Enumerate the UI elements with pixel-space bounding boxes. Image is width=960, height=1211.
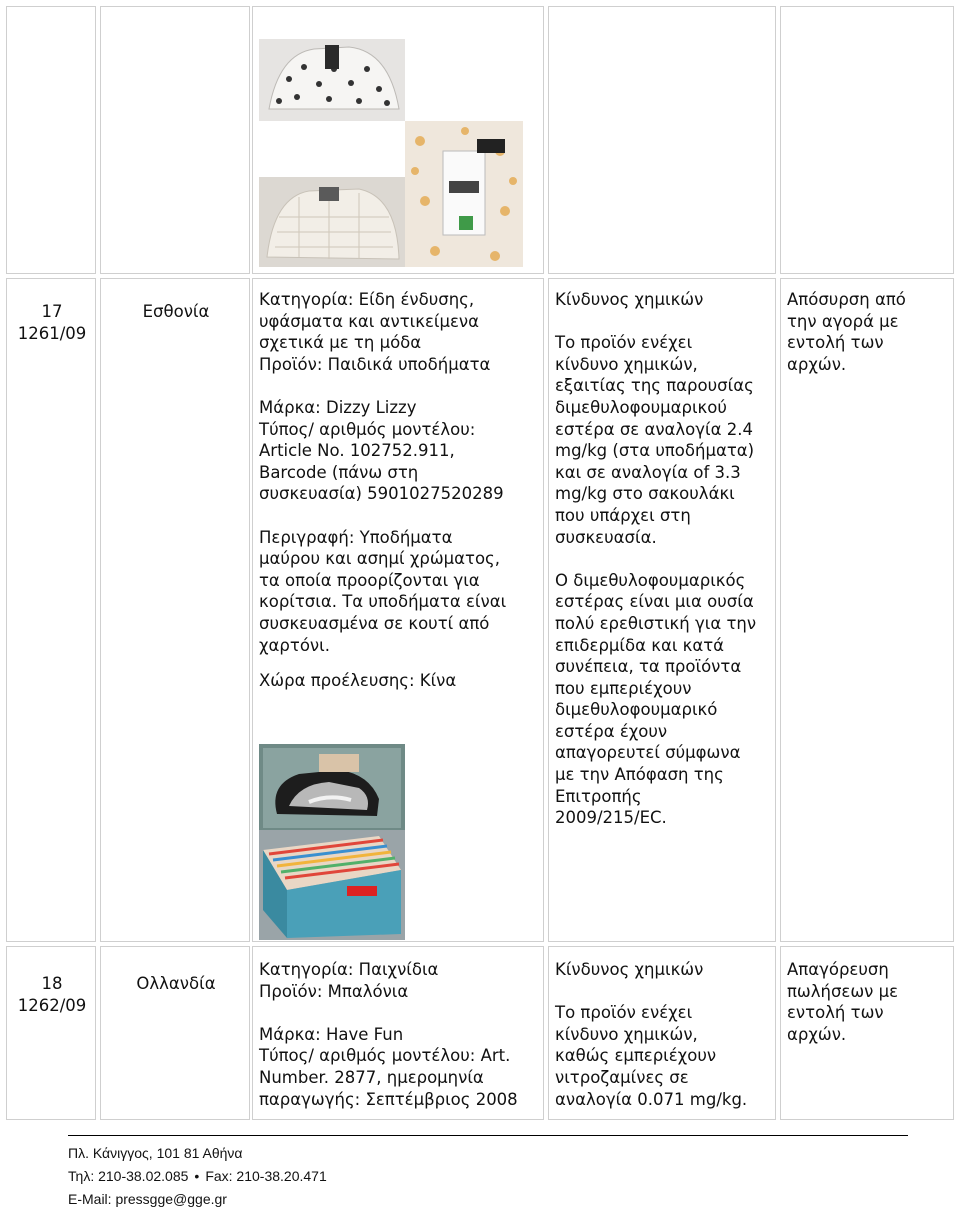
product-line: Περιγραφή: Υποδήματα <box>259 527 453 547</box>
row-18-measure <box>787 959 898 1045</box>
product-line: Τύπος/ αριθμός μοντέλου: Art. <box>259 1046 511 1066</box>
product-line: Τύπος/ αριθμός μοντέλου: <box>259 419 476 439</box>
shoes-in-box-photo <box>259 744 405 830</box>
risk-line: Ο διμεθυλοφουμαρικός <box>555 570 746 590</box>
measure-line: αρχών. <box>787 354 847 374</box>
row-18-risk-cell <box>548 946 776 1120</box>
product-line: Μάρκα: Dizzy Lizzy <box>259 397 417 417</box>
prev-row-country-cell <box>100 6 250 274</box>
product-line: συσκευασμένα σε κουτί από <box>259 613 490 633</box>
product-line: Μάρκα: Have Fun <box>259 1024 404 1044</box>
risk-line: 2009/215/EC. <box>555 808 667 828</box>
measure-line: πωλήσεων με <box>787 981 899 1001</box>
spacer <box>555 311 756 333</box>
product-line: μαύρου και ασημί χρώματος, <box>259 549 500 569</box>
risk-line: διμεθυλοφουμαρικό <box>555 700 718 720</box>
row-18-product-description <box>259 959 518 1110</box>
risk-line: κίνδυνο χημικών, <box>555 1024 698 1044</box>
measure-line: Απόσυρση από <box>787 290 906 309</box>
risk-line: εστέρα έχουν <box>555 721 668 741</box>
risk-line: απαγορευτεί σύμφωνα <box>555 743 741 763</box>
risk-line: συσκευασία. <box>555 527 657 547</box>
risk-line: με την Απόφαση της <box>555 765 724 785</box>
product-line: Χώρα προέλευσης: Κίνα <box>259 671 457 691</box>
risk-line: νιτροζαμίνες σε <box>555 1067 689 1087</box>
row-17-product-description <box>259 289 506 692</box>
row-18-risk-description <box>555 959 747 1110</box>
row-18-measure-cell <box>780 946 954 1120</box>
risk-line: εστέρα σε αναλογία 2.4 <box>555 419 753 439</box>
product-line: Number. 2877, ημερομηνία <box>259 1067 484 1087</box>
footer-contact <box>68 1142 910 1211</box>
row-17-country-cell <box>100 278 250 942</box>
row-18-country-cell <box>100 946 250 1120</box>
row-18-country: Ολλανδία <box>136 974 216 993</box>
prev-row-measure-cell <box>780 6 954 274</box>
product-line: συσκευασία) 5901027520289 <box>259 484 504 504</box>
measure-line: εντολή των <box>787 333 884 353</box>
risk-line: mg/kg (στα υποδήματα) <box>555 441 755 461</box>
spacer <box>259 505 506 527</box>
risk-line: επιδερμίδα και κατά <box>555 635 725 655</box>
row-18-id <box>7 973 97 1016</box>
row-17-measure-cell <box>780 278 954 942</box>
prev-row-product-cell <box>252 6 544 274</box>
product-line: Barcode (πάνω στη <box>259 462 419 482</box>
prev-row-id-cell <box>6 6 96 274</box>
row-18-id-cell <box>6 946 96 1120</box>
product-line: κορίτσια. Τα υποδήματα είναι <box>259 592 507 612</box>
spacer <box>555 981 747 1003</box>
risk-line: εστέρας είναι μια ουσία <box>555 592 754 612</box>
bullet-separator: • <box>194 1168 200 1184</box>
measure-line: Απαγόρευση <box>787 960 889 979</box>
product-line: υφάσματα και αντικείμενα <box>259 311 479 331</box>
row-17-risk-cell <box>548 278 776 942</box>
spacer <box>259 1002 518 1024</box>
product-line: Κατηγορία: Είδη ένδυσης, <box>259 290 475 309</box>
risk-line: Κίνδυνος χημικών <box>555 960 704 979</box>
measure-line: αρχών. <box>787 1024 847 1044</box>
product-line: σχετικά με τη μόδα <box>259 333 422 353</box>
footer-phone: Τηλ: 210-38.02.085 <box>68 1168 189 1184</box>
risk-line: Το προϊόν ενέχει <box>555 333 693 353</box>
risk-line: κίνδυνο χημικών, <box>555 354 698 374</box>
risk-line: καθώς εμπεριέχουν <box>555 1046 717 1066</box>
product-line: Article No. 102752.911, <box>259 441 455 461</box>
row-17-product-cell <box>252 278 544 942</box>
risk-line: Επιτροπής <box>555 786 642 806</box>
risk-line: και σε αναλογία of 3.3 <box>555 462 741 482</box>
product-line: χαρτόνι. <box>259 635 330 655</box>
measure-line: εντολή των <box>787 1003 884 1023</box>
fabric-with-barcode-tag-photo <box>405 121 523 267</box>
measure-line: την αγορά με <box>787 311 899 331</box>
lace-top-photo <box>259 177 405 267</box>
row-17-country: Εσθονία <box>142 302 210 321</box>
row-18-number: 18 <box>41 974 63 993</box>
prev-row-risk-cell <box>548 6 776 274</box>
risk-line: αναλογία 0.071 mg/kg. <box>555 1089 748 1109</box>
row-18-product-cell <box>252 946 544 1120</box>
row-17-measure <box>787 289 906 375</box>
risk-line: εξαιτίας της παρουσίας <box>555 376 754 396</box>
row-17-number: 17 <box>41 302 63 321</box>
risk-line: Το προϊόν ενέχει <box>555 1003 693 1023</box>
risk-line: Κίνδυνος χημικών <box>555 290 704 309</box>
patterned-blouse-photo <box>259 39 405 121</box>
risk-line: που εμπεριέχουν <box>555 678 692 698</box>
row-17-id <box>7 301 97 344</box>
row-17-risk-description <box>555 289 756 829</box>
row-17-reference: 1261/09 <box>17 323 87 343</box>
risk-line: mg/kg στο σακουλάκι <box>555 484 735 504</box>
striped-shoebox-photo <box>259 830 405 940</box>
spacer <box>259 375 506 397</box>
risk-line: συνέπεια, τα προϊόντα <box>555 657 742 677</box>
footer-phone-fax <box>68 1165 910 1188</box>
risk-line: πολύ ερεθιστική για την <box>555 613 757 633</box>
footer-fax: Fax: 210-38.20.471 <box>205 1168 327 1184</box>
product-line: παραγωγής: Σεπτέμβριος 2008 <box>259 1089 518 1109</box>
footer-address: Πλ. Κάνιγγος, 101 81 Αθήνα <box>68 1145 243 1161</box>
product-line: Κατηγορία: Παιχνίδια <box>259 960 439 979</box>
footer-email[interactable]: E-Mail: pressgge@gge.gr <box>68 1191 227 1207</box>
product-line: Προϊόν: Μπαλόνια <box>259 981 409 1001</box>
product-line: Προϊόν: Παιδικά υποδήματα <box>259 354 491 374</box>
spacer <box>555 548 756 570</box>
product-line: τα οποία προορίζονται για <box>259 570 480 590</box>
row-17-id-cell <box>6 278 96 942</box>
footer-divider <box>68 1135 908 1136</box>
risk-line: που υπάρχει στη <box>555 505 691 525</box>
row-18-reference: 1262/09 <box>17 995 87 1015</box>
risk-line: διμεθυλοφουμαρικού <box>555 397 727 417</box>
